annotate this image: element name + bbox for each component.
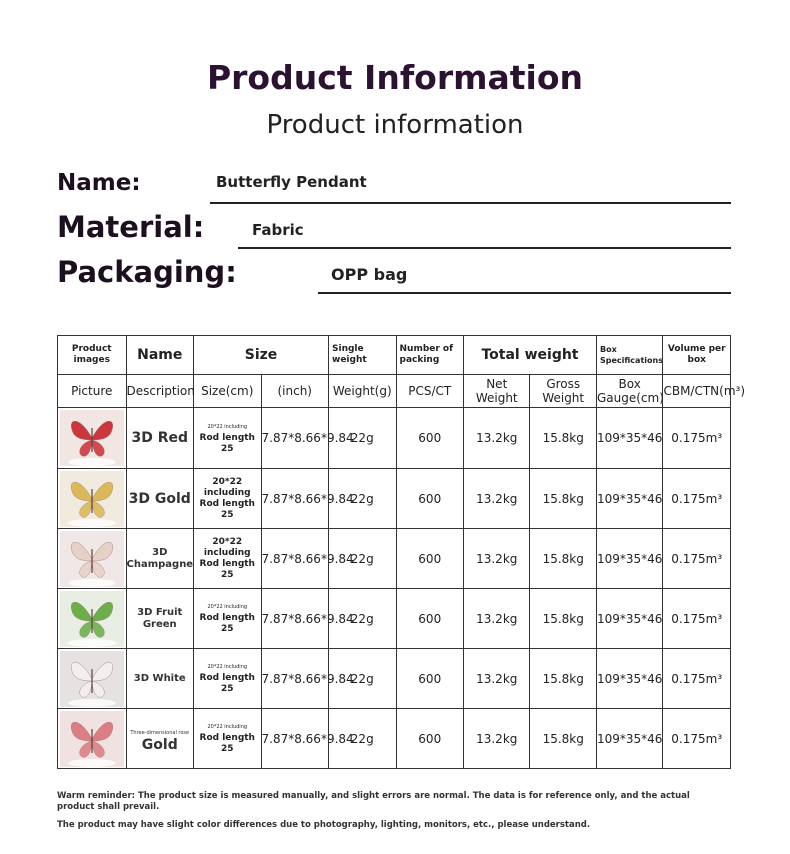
gross-weight: 15.8kg — [530, 469, 596, 529]
product-name-text: 3D Champagne — [126, 546, 194, 570]
product-name — [126, 529, 194, 589]
warm-reminder-note: Warm reminder: The product size is measured manually, and slight errors are normal. The data is for reference only, and the actual product shall prevail. — [57, 791, 690, 812]
product-name — [126, 649, 194, 709]
subheader-cbm: CBM/CTN(m³) — [663, 375, 731, 408]
product-name-text: 3D Red — [131, 430, 189, 446]
page-title: Product Information — [206, 58, 584, 97]
size-small-text: 20*22 including — [207, 724, 248, 730]
packaging-underline — [318, 292, 731, 294]
size-small-text: 20*22 including — [207, 423, 248, 430]
cbm-per-carton: 0.175m³ — [663, 529, 731, 589]
butterfly-image — [60, 711, 124, 767]
cbm-per-carton: 0.175m³ — [663, 469, 731, 529]
pcs-per-carton: 600 — [396, 589, 464, 649]
butterfly-image — [60, 651, 124, 707]
gross-weight: 15.8kg — [530, 529, 596, 589]
box-gauge: 109*35*46 — [596, 709, 662, 769]
size-main-text: 20*22 including Rod length 25 — [199, 536, 255, 580]
table-row — [58, 469, 731, 529]
box-gauge: 109*35*46 — [596, 469, 662, 529]
butterfly-image — [60, 410, 124, 466]
gross-weight: 15.8kg — [530, 649, 596, 709]
size-inch: 7.87*8.66*9.84 — [261, 469, 329, 529]
material-underline — [238, 247, 731, 249]
material-label: Material: — [57, 210, 205, 244]
product-image — [58, 408, 127, 469]
table-header-row — [58, 336, 731, 375]
butterfly-image — [60, 531, 124, 587]
gross-weight: 15.8kg — [530, 589, 596, 649]
gross-weight: 15.8kg — [530, 408, 596, 469]
table-row — [58, 649, 731, 709]
single-weight: 22g — [329, 649, 397, 709]
header-total-weight: Total weight — [464, 336, 597, 375]
packaging-value: OPP bag — [331, 265, 408, 284]
single-weight: 22g — [329, 709, 397, 769]
size-cm — [194, 589, 262, 649]
pcs-per-carton: 600 — [396, 469, 464, 529]
pcs-per-carton: 600 — [396, 408, 464, 469]
packaging-label: Packaging: — [57, 255, 237, 289]
size-small-text: 20*22 including — [207, 604, 248, 610]
cbm-per-carton: 0.175m³ — [663, 408, 731, 469]
header-single-weight: Single weight — [329, 336, 397, 375]
size-small-text: 20*22 including — [207, 664, 248, 670]
header-volume-per-box: Volume per box — [663, 336, 731, 375]
product-image — [58, 589, 127, 649]
table-row — [58, 529, 731, 589]
page-subtitle: Product information — [266, 110, 524, 140]
product-image — [58, 469, 127, 529]
header-box-specifications: Box Specifications — [596, 336, 662, 375]
product-image — [58, 649, 127, 709]
pcs-per-carton: 600 — [396, 709, 464, 769]
single-weight: 22g — [329, 529, 397, 589]
gross-weight: 15.8kg — [530, 709, 596, 769]
header-size: Size — [194, 336, 329, 375]
size-inch: 7.87*8.66*9.84 — [261, 589, 329, 649]
product-image — [58, 529, 127, 589]
table-row — [58, 709, 731, 769]
subheader-pcs: PCS/CT — [396, 375, 464, 408]
product-name — [126, 709, 194, 769]
size-main-text: Rod length 25 — [199, 613, 255, 634]
cbm-per-carton: 0.175m³ — [663, 709, 731, 769]
header-product-images: Product images — [58, 336, 127, 375]
butterfly-image — [60, 471, 124, 527]
cbm-per-carton: 0.175m³ — [663, 589, 731, 649]
product-name-small: Three-dimensional rose — [130, 729, 190, 736]
size-main-text: Rod length 25 — [199, 432, 255, 454]
product-name — [126, 589, 194, 649]
subheader-picture: Picture — [58, 375, 127, 408]
table-row — [58, 589, 731, 649]
color-difference-note: The product may have slight color differences due to photography, lighting, monitors, etc., please understand. — [57, 820, 591, 830]
butterfly-image — [60, 591, 124, 647]
single-weight: 22g — [329, 589, 397, 649]
product-name-text: 3D Gold — [128, 490, 191, 507]
subheader-inch: (inch) — [261, 375, 329, 408]
pcs-per-carton: 600 — [396, 649, 464, 709]
subheader-size-cm: Size(cm) — [194, 375, 262, 408]
box-gauge: 109*35*46 — [596, 529, 662, 589]
single-weight: 22g — [329, 408, 397, 469]
net-weight: 13.2kg — [464, 529, 530, 589]
net-weight: 13.2kg — [464, 408, 530, 469]
cbm-per-carton: 0.175m³ — [663, 649, 731, 709]
subheader-gross-weight: Gross Weight — [530, 375, 596, 408]
product-name-text: 3D Fruit Green — [137, 606, 183, 630]
box-gauge: 109*35*46 — [596, 408, 662, 469]
size-cm — [194, 469, 262, 529]
material-value: Fabric — [252, 221, 304, 239]
product-name — [126, 469, 194, 529]
pcs-per-carton: 600 — [396, 529, 464, 589]
table-row — [58, 408, 731, 469]
net-weight: 13.2kg — [464, 469, 530, 529]
product-name-text: Gold — [141, 736, 178, 753]
net-weight: 13.2kg — [464, 649, 530, 709]
size-cm — [194, 709, 262, 769]
size-inch: 7.87*8.66*9.84 — [261, 709, 329, 769]
size-inch: 7.87*8.66*9.84 — [261, 649, 329, 709]
product-name-text: 3D White — [133, 672, 186, 684]
table-subheader-row — [58, 375, 731, 408]
name-label: Name: — [57, 170, 141, 196]
net-weight: 13.2kg — [464, 589, 530, 649]
size-main-text: 20*22 including Rod length 25 — [199, 476, 255, 520]
header-name: Name — [126, 336, 194, 375]
box-gauge: 109*35*46 — [596, 649, 662, 709]
size-main-text: Rod length 25 — [199, 733, 255, 754]
spec-table — [57, 335, 746, 769]
size-main-text: Rod length 25 — [199, 673, 255, 694]
subheader-weight: Weight(g) — [329, 375, 397, 408]
subheader-net-weight: Net Weight — [464, 375, 530, 408]
size-cm — [194, 649, 262, 709]
size-inch: 7.87*8.66*9.84 — [261, 408, 329, 469]
single-weight: 22g — [329, 469, 397, 529]
size-inch: 7.87*8.66*9.84 — [261, 529, 329, 589]
box-gauge: 109*35*46 — [596, 589, 662, 649]
size-cm — [194, 529, 262, 589]
product-image — [58, 709, 127, 769]
header-number-of-packing: Number of packing — [396, 336, 464, 375]
product-name — [126, 408, 194, 469]
name-value: Butterfly Pendant — [216, 173, 367, 191]
name-underline — [210, 202, 731, 204]
net-weight: 13.2kg — [464, 709, 530, 769]
subheader-box-gauge: Box Gauge(cm) — [596, 375, 662, 408]
subheader-description: Description — [126, 375, 194, 408]
size-cm — [194, 408, 262, 469]
